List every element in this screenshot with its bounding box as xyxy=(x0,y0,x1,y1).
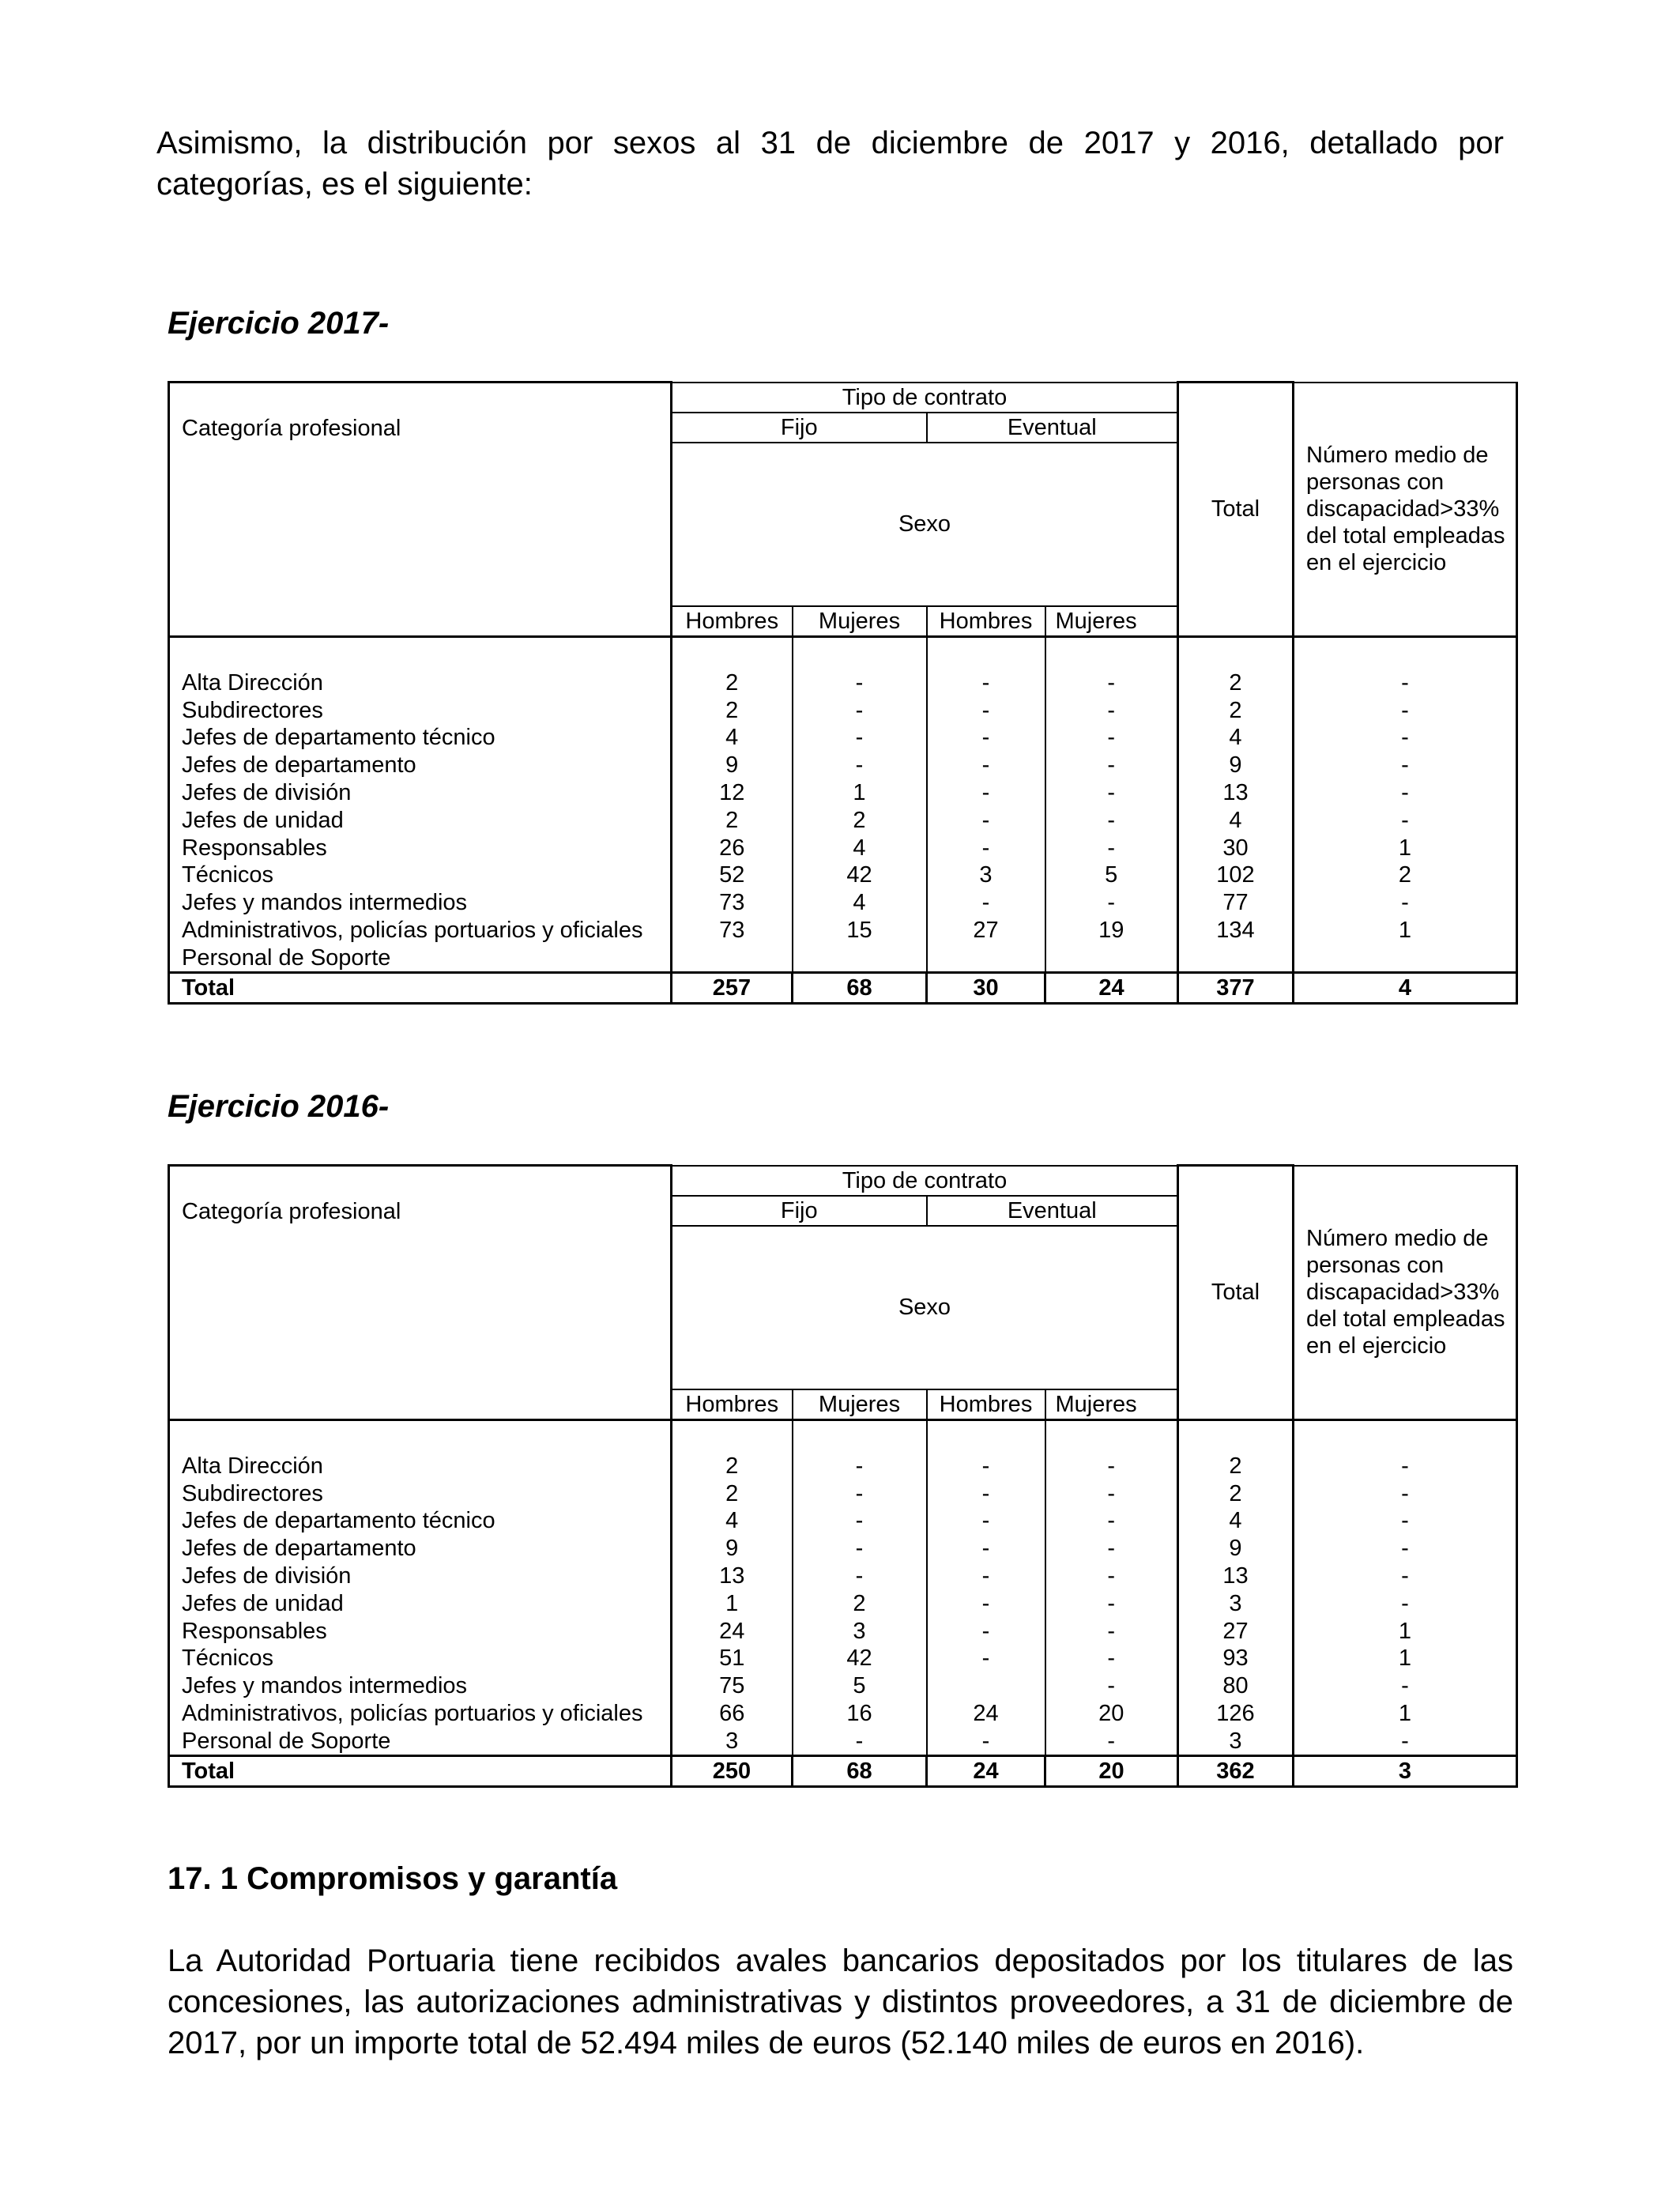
cell-discapacidad xyxy=(1294,944,1517,972)
table-row xyxy=(169,1480,1517,1507)
cell-eventual-mujeres: - xyxy=(1045,1589,1178,1617)
header-eventual: Eventual xyxy=(927,1196,1178,1226)
spacer-cell xyxy=(793,1419,927,1453)
cell-eventual-hombres: - xyxy=(927,669,1045,697)
table-row xyxy=(169,806,1517,834)
cell-eventual-hombres: - xyxy=(927,696,1045,724)
cell-total: 134 xyxy=(1178,917,1294,944)
cell-eventual-hombres: 24 xyxy=(927,1700,1045,1728)
section-heading: 17. 1 Compromisos y garantía xyxy=(168,1861,618,1896)
cell-eventual-mujeres: - xyxy=(1045,1507,1178,1535)
cell-eventual-mujeres: - xyxy=(1045,1535,1178,1563)
cell-eventual-hombres: - xyxy=(927,779,1045,807)
spacer-cell xyxy=(1178,636,1294,669)
table-spacer-row xyxy=(169,636,1517,669)
cell-eventual-hombres: - xyxy=(927,1617,1045,1645)
employee-table-2017 xyxy=(168,381,1518,1005)
spacer-cell xyxy=(672,1419,793,1453)
cell-fijo-mujeres: - xyxy=(793,752,927,779)
spacer-cell xyxy=(1294,1419,1517,1453)
cell-fijo-hombres: 3 xyxy=(672,1727,793,1755)
cell-fijo-hombres: 26 xyxy=(672,834,793,861)
table-row xyxy=(169,669,1517,697)
header-mujeres: Mujeres xyxy=(793,606,927,637)
cell-eventual-mujeres: - xyxy=(1045,752,1178,779)
cell-fijo-mujeres: 42 xyxy=(793,1645,927,1672)
header-total: Total xyxy=(1178,383,1294,637)
cell-discapacidad: - xyxy=(1294,1535,1517,1563)
table-row xyxy=(169,834,1517,861)
table-row xyxy=(169,1507,1517,1535)
table-row xyxy=(169,1589,1517,1617)
cell-eventual-mujeres xyxy=(1045,944,1178,972)
cell-discapacidad: - xyxy=(1294,1480,1517,1507)
cell-total: 9 xyxy=(1178,752,1294,779)
cell-total: 80 xyxy=(1178,1672,1294,1700)
spacer-cell xyxy=(793,636,927,669)
cell-eventual-hombres: 27 xyxy=(927,917,1045,944)
cell-total: 3 xyxy=(1178,1589,1294,1617)
table-row xyxy=(169,1672,1517,1700)
table-row xyxy=(169,1727,1517,1755)
cell-discapacidad: 1 xyxy=(1294,834,1517,861)
cell-eventual-hombres: - xyxy=(927,724,1045,752)
header-categoria: Categoría profesional xyxy=(169,1166,672,1420)
cell-eventual-hombres: - xyxy=(927,1589,1045,1617)
cell-fijo-hombres: 9 xyxy=(672,1535,793,1563)
cell-fijo-mujeres: - xyxy=(793,1563,927,1590)
total-fijo-mujeres: 68 xyxy=(793,1756,927,1787)
cell-eventual-mujeres: - xyxy=(1045,1645,1178,1672)
table-row xyxy=(169,752,1517,779)
cell-categoria: Alta Dirección xyxy=(169,669,672,697)
cell-eventual-hombres: - xyxy=(927,834,1045,861)
total-total: 362 xyxy=(1178,1756,1294,1787)
total-total: 377 xyxy=(1178,973,1294,1004)
total-discapacidad: 3 xyxy=(1294,1756,1517,1787)
employee-table-2016 xyxy=(168,1164,1518,1788)
cell-fijo-hombres: 13 xyxy=(672,1563,793,1590)
cell-fijo-hombres: 4 xyxy=(672,724,793,752)
cell-fijo-mujeres: - xyxy=(793,1535,927,1563)
header-fijo: Fijo xyxy=(672,1196,927,1226)
cell-fijo-mujeres: 1 xyxy=(793,779,927,807)
cell-discapacidad: 1 xyxy=(1294,1700,1517,1728)
cell-total: 93 xyxy=(1178,1645,1294,1672)
cell-fijo-mujeres: 2 xyxy=(793,1589,927,1617)
cell-total: 2 xyxy=(1178,696,1294,724)
cell-discapacidad: - xyxy=(1294,696,1517,724)
cell-discapacidad: - xyxy=(1294,1453,1517,1480)
cell-categoria: Personal de Soporte xyxy=(169,944,672,972)
table-row xyxy=(169,1617,1517,1645)
cell-categoria: Administrativos, policías portuarios y oficiales xyxy=(169,1700,672,1728)
cell-total: 4 xyxy=(1178,806,1294,834)
cell-total: 30 xyxy=(1178,834,1294,861)
cell-discapacidad: 1 xyxy=(1294,917,1517,944)
cell-categoria: Jefes de departamento técnico xyxy=(169,1507,672,1535)
spacer-cell xyxy=(1045,636,1178,669)
table-row xyxy=(169,861,1517,889)
cell-eventual-hombres: - xyxy=(927,889,1045,917)
cell-total: 77 xyxy=(1178,889,1294,917)
cell-total: 2 xyxy=(1178,1453,1294,1480)
total-row xyxy=(169,973,1517,1004)
cell-fijo-mujeres: 5 xyxy=(793,1672,927,1700)
header-discapacidad: Número medio de personas con discapacidad>33% del total empleadas en el ejercicio xyxy=(1294,1166,1517,1420)
cell-fijo-hombres xyxy=(672,944,793,972)
cell-fijo-mujeres: - xyxy=(793,696,927,724)
cell-fijo-mujeres: 4 xyxy=(793,889,927,917)
table-row xyxy=(169,1453,1517,1480)
cell-fijo-mujeres: - xyxy=(793,1727,927,1755)
cell-total xyxy=(1178,944,1294,972)
cell-eventual-mujeres: - xyxy=(1045,806,1178,834)
total-fijo-hombres: 250 xyxy=(672,1756,793,1787)
cell-fijo-hombres: 2 xyxy=(672,669,793,697)
spacer-cell xyxy=(1294,636,1517,669)
cell-total: 4 xyxy=(1178,724,1294,752)
cell-discapacidad: - xyxy=(1294,889,1517,917)
header-sexo: Sexo xyxy=(672,443,1178,606)
table-title-2017: Ejercicio 2017- xyxy=(168,306,390,341)
cell-fijo-hombres: 2 xyxy=(672,696,793,724)
cell-categoria: Jefes de división xyxy=(169,779,672,807)
cell-categoria: Personal de Soporte xyxy=(169,1727,672,1755)
cell-total: 13 xyxy=(1178,1563,1294,1590)
cell-fijo-hombres: 1 xyxy=(672,1589,793,1617)
header-mujeres: Mujeres xyxy=(793,1389,927,1420)
cell-total: 9 xyxy=(1178,1535,1294,1563)
total-discapacidad: 4 xyxy=(1294,973,1517,1004)
header-sexo: Sexo xyxy=(672,1226,1178,1389)
cell-fijo-mujeres xyxy=(793,944,927,972)
total-eventual-hombres: 30 xyxy=(927,973,1045,1004)
cell-eventual-hombres: - xyxy=(927,1563,1045,1590)
cell-discapacidad: - xyxy=(1294,1727,1517,1755)
cell-discapacidad: - xyxy=(1294,806,1517,834)
cell-eventual-mujeres: - xyxy=(1045,724,1178,752)
table-row xyxy=(169,944,1517,972)
cell-eventual-hombres: - xyxy=(927,752,1045,779)
header-mujeres: Mujeres xyxy=(1045,1389,1178,1420)
cell-eventual-mujeres: - xyxy=(1045,779,1178,807)
table-title-2016: Ejercicio 2016- xyxy=(168,1089,390,1124)
cell-eventual-hombres: - xyxy=(927,1453,1045,1480)
cell-eventual-mujeres: - xyxy=(1045,1672,1178,1700)
cell-categoria: Alta Dirección xyxy=(169,1453,672,1480)
cell-fijo-hombres: 9 xyxy=(672,752,793,779)
cell-discapacidad: - xyxy=(1294,779,1517,807)
cell-total: 2 xyxy=(1178,669,1294,697)
cell-eventual-mujeres: - xyxy=(1045,889,1178,917)
cell-discapacidad: 1 xyxy=(1294,1645,1517,1672)
cell-categoria: Técnicos xyxy=(169,1645,672,1672)
cell-fijo-mujeres: 4 xyxy=(793,834,927,861)
total-eventual-hombres: 24 xyxy=(927,1756,1045,1787)
cell-categoria: Administrativos, policías portuarios y oficiales xyxy=(169,917,672,944)
cell-categoria: Jefes de departamento técnico xyxy=(169,724,672,752)
total-fijo-hombres: 257 xyxy=(672,973,793,1004)
header-fijo: Fijo xyxy=(672,413,927,443)
cell-categoria: Jefes de departamento xyxy=(169,752,672,779)
cell-fijo-hombres: 2 xyxy=(672,1480,793,1507)
spacer-cell xyxy=(1045,1419,1178,1453)
cell-eventual-mujeres: - xyxy=(1045,834,1178,861)
cell-fijo-hombres: 75 xyxy=(672,1672,793,1700)
cell-fijo-mujeres: 16 xyxy=(793,1700,927,1728)
header-mujeres: Mujeres xyxy=(1045,606,1178,637)
cell-fijo-mujeres: - xyxy=(793,1453,927,1480)
cell-eventual-mujeres: - xyxy=(1045,696,1178,724)
header-tipo-contrato: Tipo de contrato xyxy=(672,1166,1178,1196)
table-row xyxy=(169,779,1517,807)
total-row xyxy=(169,1756,1517,1787)
closing-paragraph: La Autoridad Portuaria tiene recibidos avales bancarios depositados por los titulares de las concesiones, las autorizaciones administrativas y distintos proveedores, a 31 de diciembre de 2017, por un importe total de 52.494 miles de euros (52.140 miles de euros en 2016). xyxy=(168,1943,1513,2060)
cell-discapacidad: - xyxy=(1294,1563,1517,1590)
header-hombres: Hombres xyxy=(927,1389,1045,1420)
header-hombres: Hombres xyxy=(672,1389,793,1420)
cell-fijo-hombres: 73 xyxy=(672,889,793,917)
spacer-cell xyxy=(169,1419,672,1453)
table-row xyxy=(169,1645,1517,1672)
cell-total: 126 xyxy=(1178,1700,1294,1728)
cell-discapacidad: 2 xyxy=(1294,861,1517,889)
spacer-cell xyxy=(927,1419,1045,1453)
cell-categoria: Jefes de unidad xyxy=(169,1589,672,1617)
cell-discapacidad: - xyxy=(1294,724,1517,752)
cell-fijo-hombres: 2 xyxy=(672,1453,793,1480)
cell-categoria: Jefes y mandos intermedios xyxy=(169,889,672,917)
cell-discapacidad: - xyxy=(1294,752,1517,779)
cell-fijo-hombres: 24 xyxy=(672,1617,793,1645)
cell-fijo-hombres: 52 xyxy=(672,861,793,889)
table-body xyxy=(169,636,1517,973)
cell-eventual-mujeres: - xyxy=(1045,1453,1178,1480)
cell-eventual-mujeres: 19 xyxy=(1045,917,1178,944)
cell-eventual-hombres: - xyxy=(927,1480,1045,1507)
table-row xyxy=(169,1535,1517,1563)
cell-eventual-mujeres: - xyxy=(1045,1480,1178,1507)
table-row xyxy=(169,724,1517,752)
cell-eventual-hombres: - xyxy=(927,1535,1045,1563)
cell-categoria: Jefes de unidad xyxy=(169,806,672,834)
table-row xyxy=(169,917,1517,944)
cell-fijo-mujeres: - xyxy=(793,724,927,752)
cell-fijo-hombres: 12 xyxy=(672,779,793,807)
cell-categoria: Jefes de división xyxy=(169,1563,672,1590)
table-row xyxy=(169,696,1517,724)
cell-discapacidad: - xyxy=(1294,1507,1517,1535)
cell-categoria: Jefes de departamento xyxy=(169,1535,672,1563)
cell-fijo-hombres: 66 xyxy=(672,1700,793,1728)
spacer-cell xyxy=(1178,1419,1294,1453)
cell-total: 3 xyxy=(1178,1727,1294,1755)
cell-categoria: Subdirectores xyxy=(169,696,672,724)
intro-paragraph: Asimismo, la distribución por sexos al 31 de diciembre de 2017 y 2016, detallado por categorías, es el siguiente: xyxy=(156,126,1504,202)
cell-eventual-mujeres: 20 xyxy=(1045,1700,1178,1728)
cell-eventual-mujeres: - xyxy=(1045,1563,1178,1590)
cell-fijo-mujeres: 42 xyxy=(793,861,927,889)
cell-total: 13 xyxy=(1178,779,1294,807)
cell-eventual-mujeres: 5 xyxy=(1045,861,1178,889)
cell-eventual-hombres xyxy=(927,1672,1045,1700)
cell-categoria: Responsables xyxy=(169,834,672,861)
cell-total: 2 xyxy=(1178,1480,1294,1507)
table-row xyxy=(169,1563,1517,1590)
cell-discapacidad: - xyxy=(1294,1589,1517,1617)
cell-eventual-hombres xyxy=(927,944,1045,972)
cell-discapacidad: 1 xyxy=(1294,1617,1517,1645)
total-eventual-mujeres: 20 xyxy=(1045,1756,1178,1787)
cell-fijo-mujeres: - xyxy=(793,1507,927,1535)
cell-discapacidad: - xyxy=(1294,669,1517,697)
total-fijo-mujeres: 68 xyxy=(793,973,927,1004)
total-label: Total xyxy=(169,973,672,1004)
cell-total: 27 xyxy=(1178,1617,1294,1645)
cell-total: 102 xyxy=(1178,861,1294,889)
table-body xyxy=(169,1419,1517,1756)
cell-fijo-mujeres: 2 xyxy=(793,806,927,834)
cell-eventual-mujeres: - xyxy=(1045,669,1178,697)
header-hombres: Hombres xyxy=(672,606,793,637)
cell-eventual-hombres: - xyxy=(927,1727,1045,1755)
cell-categoria: Jefes y mandos intermedios xyxy=(169,1672,672,1700)
cell-categoria: Subdirectores xyxy=(169,1480,672,1507)
table-spacer-row xyxy=(169,1419,1517,1453)
cell-discapacidad: - xyxy=(1294,1672,1517,1700)
cell-eventual-hombres: - xyxy=(927,1645,1045,1672)
cell-eventual-hombres: - xyxy=(927,1507,1045,1535)
header-categoria: Categoría profesional xyxy=(169,383,672,637)
cell-fijo-mujeres: - xyxy=(793,1480,927,1507)
total-label: Total xyxy=(169,1756,672,1787)
cell-categoria: Responsables xyxy=(169,1617,672,1645)
cell-categoria: Técnicos xyxy=(169,861,672,889)
cell-fijo-mujeres: 3 xyxy=(793,1617,927,1645)
cell-fijo-hombres: 51 xyxy=(672,1645,793,1672)
cell-eventual-mujeres: - xyxy=(1045,1617,1178,1645)
cell-eventual-mujeres: - xyxy=(1045,1727,1178,1755)
header-discapacidad: Número medio de personas con discapacidad>33% del total empleadas en el ejercicio xyxy=(1294,383,1517,637)
header-hombres: Hombres xyxy=(927,606,1045,637)
cell-fijo-hombres: 73 xyxy=(672,917,793,944)
cell-fijo-mujeres: 15 xyxy=(793,917,927,944)
spacer-cell xyxy=(169,636,672,669)
header-total: Total xyxy=(1178,1166,1294,1420)
cell-total: 4 xyxy=(1178,1507,1294,1535)
cell-fijo-hombres: 4 xyxy=(672,1507,793,1535)
total-eventual-mujeres: 24 xyxy=(1045,973,1178,1004)
header-tipo-contrato: Tipo de contrato xyxy=(672,383,1178,413)
spacer-cell xyxy=(927,636,1045,669)
cell-eventual-hombres: - xyxy=(927,806,1045,834)
cell-fijo-hombres: 2 xyxy=(672,806,793,834)
spacer-cell xyxy=(672,636,793,669)
cell-fijo-mujeres: - xyxy=(793,669,927,697)
table-row xyxy=(169,1700,1517,1728)
header-eventual: Eventual xyxy=(927,413,1178,443)
table-row xyxy=(169,889,1517,917)
cell-eventual-hombres: 3 xyxy=(927,861,1045,889)
